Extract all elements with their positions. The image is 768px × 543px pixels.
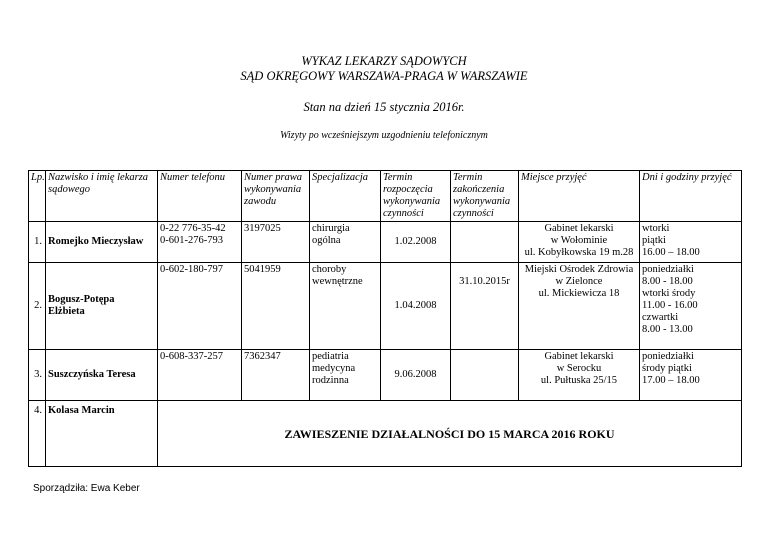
phone-1: 0-22 776-35-42 bbox=[160, 223, 226, 234]
spec-line-2: ogólna bbox=[312, 235, 341, 246]
row-place bbox=[519, 222, 640, 263]
hours-line: 8.00 - 18.00 bbox=[642, 276, 693, 287]
name-line-2: Elżbieta bbox=[48, 306, 85, 317]
row-hours bbox=[640, 263, 742, 350]
header-specialization: Specjalizacja bbox=[310, 171, 381, 222]
row-specialization bbox=[310, 350, 381, 401]
row-name bbox=[46, 263, 158, 350]
spec-line-2: medycyna bbox=[312, 363, 356, 374]
header-start: Termin rozpoczęcia wykonywania czynności bbox=[381, 171, 451, 222]
header-end: Termin zakończenia wykonywania czynności bbox=[451, 171, 519, 222]
row-end: 31.10.2015r bbox=[451, 263, 519, 350]
row-start: 1.04.2008 bbox=[381, 263, 451, 350]
row-license: 5041959 bbox=[242, 263, 310, 350]
hours-line: czwartki bbox=[642, 312, 679, 323]
row-end bbox=[451, 222, 519, 263]
row-lp: 1. bbox=[29, 222, 46, 263]
row-license: 7362347 bbox=[242, 350, 310, 401]
row-name: Kolasa Marcin bbox=[46, 401, 158, 467]
row-specialization bbox=[310, 222, 381, 263]
hours-line: poniedziałki bbox=[642, 264, 694, 275]
table-row bbox=[29, 350, 742, 401]
hours-line: środy piątki bbox=[642, 363, 692, 374]
hours-line: wtorki środy bbox=[642, 288, 696, 299]
header-hours: Dni i godziny przyjęć bbox=[640, 171, 742, 222]
place-line-1: Gabinet lekarski bbox=[544, 351, 614, 362]
doctors-table bbox=[28, 170, 742, 467]
place-line-2: w Zielonce bbox=[555, 276, 603, 287]
place-line-1: Miejski Ośrodek Zdrowia bbox=[524, 264, 634, 275]
header-name: Nazwisko i imię lekarza sądowego bbox=[46, 171, 158, 222]
place-line-1: Gabinet lekarski bbox=[544, 223, 614, 234]
name-line-1: Bogusz-Potępa bbox=[48, 294, 115, 305]
place-line-3: ul. Kobyłkowska 19 m.28 bbox=[524, 247, 634, 258]
row-phone bbox=[158, 222, 242, 263]
hours-line: piątki bbox=[642, 235, 666, 246]
place-line-2: w Serocku bbox=[556, 363, 602, 374]
status-date: Stan na dzień 15 stycznia 2016r. bbox=[303, 100, 465, 114]
hours-line: 8.00 - 13.00 bbox=[642, 324, 693, 335]
row-start: 1.02.2008 bbox=[381, 222, 451, 263]
table-header-row bbox=[29, 171, 742, 222]
row-end bbox=[451, 350, 519, 401]
phone-2: 0-601-276-793 bbox=[160, 235, 223, 246]
prepared-by: Sporządziła: Ewa Keber bbox=[33, 483, 140, 494]
table-row bbox=[29, 263, 742, 350]
spec-line-1: choroby bbox=[312, 264, 347, 275]
suspension-notice: ZAWIESZENIE DZIAŁALNOŚCI DO 15 MARCA 2016 ROKU bbox=[158, 401, 742, 467]
header-place: Miejsce przyjęć bbox=[519, 171, 640, 222]
row-lp: 3. bbox=[29, 350, 46, 401]
row-phone: 0-602-180-797 bbox=[158, 263, 242, 350]
row-name: Romejko Mieczysław bbox=[46, 222, 158, 263]
row-phone: 0-608-337-257 bbox=[158, 350, 242, 401]
row-lp: 4. bbox=[29, 401, 46, 467]
spec-line-3: rodzinna bbox=[312, 375, 349, 386]
row-place bbox=[519, 350, 640, 401]
place-line-2: w Wołominie bbox=[550, 235, 608, 246]
place-line-3: ul. Pułtuska 25/15 bbox=[540, 375, 618, 386]
header-license: Numer prawa wykonywania zawodu bbox=[242, 171, 310, 222]
document-title: WYKAZ LEKARZY SĄDOWYCH bbox=[301, 54, 467, 68]
hours-line: poniedziałki bbox=[642, 351, 694, 362]
hours-line: 16.00 – 18.00 bbox=[642, 247, 700, 258]
row-hours bbox=[640, 350, 742, 401]
visit-note: Wizyty po wcześniejszym uzgodnieniu telefonicznym bbox=[280, 130, 488, 141]
spec-line-1: chirurgia bbox=[312, 223, 350, 234]
header-phone: Numer telefonu bbox=[158, 171, 242, 222]
row-name: Suszczyńska Teresa bbox=[46, 350, 158, 401]
row-lp: 2. bbox=[29, 263, 46, 350]
row-hours bbox=[640, 222, 742, 263]
spec-line-1: pediatria bbox=[312, 351, 349, 362]
table-row bbox=[29, 222, 742, 263]
hours-line: 17.00 – 18.00 bbox=[642, 375, 700, 386]
place-line-3: ul. Mickiewicza 18 bbox=[538, 288, 620, 299]
table-row bbox=[29, 401, 742, 467]
row-license: 3197025 bbox=[242, 222, 310, 263]
row-specialization bbox=[310, 263, 381, 350]
spec-line-2: wewnętrzne bbox=[312, 276, 363, 287]
hours-line: wtorki bbox=[642, 223, 670, 234]
row-start: 9.06.2008 bbox=[381, 350, 451, 401]
hours-line: 11.00 - 16.00 bbox=[642, 300, 698, 311]
header-lp: Lp. bbox=[29, 171, 46, 222]
row-place bbox=[519, 263, 640, 350]
document-subtitle: SĄD OKRĘGOWY WARSZAWA-PRAGA W WARSZAWIE bbox=[240, 69, 528, 83]
